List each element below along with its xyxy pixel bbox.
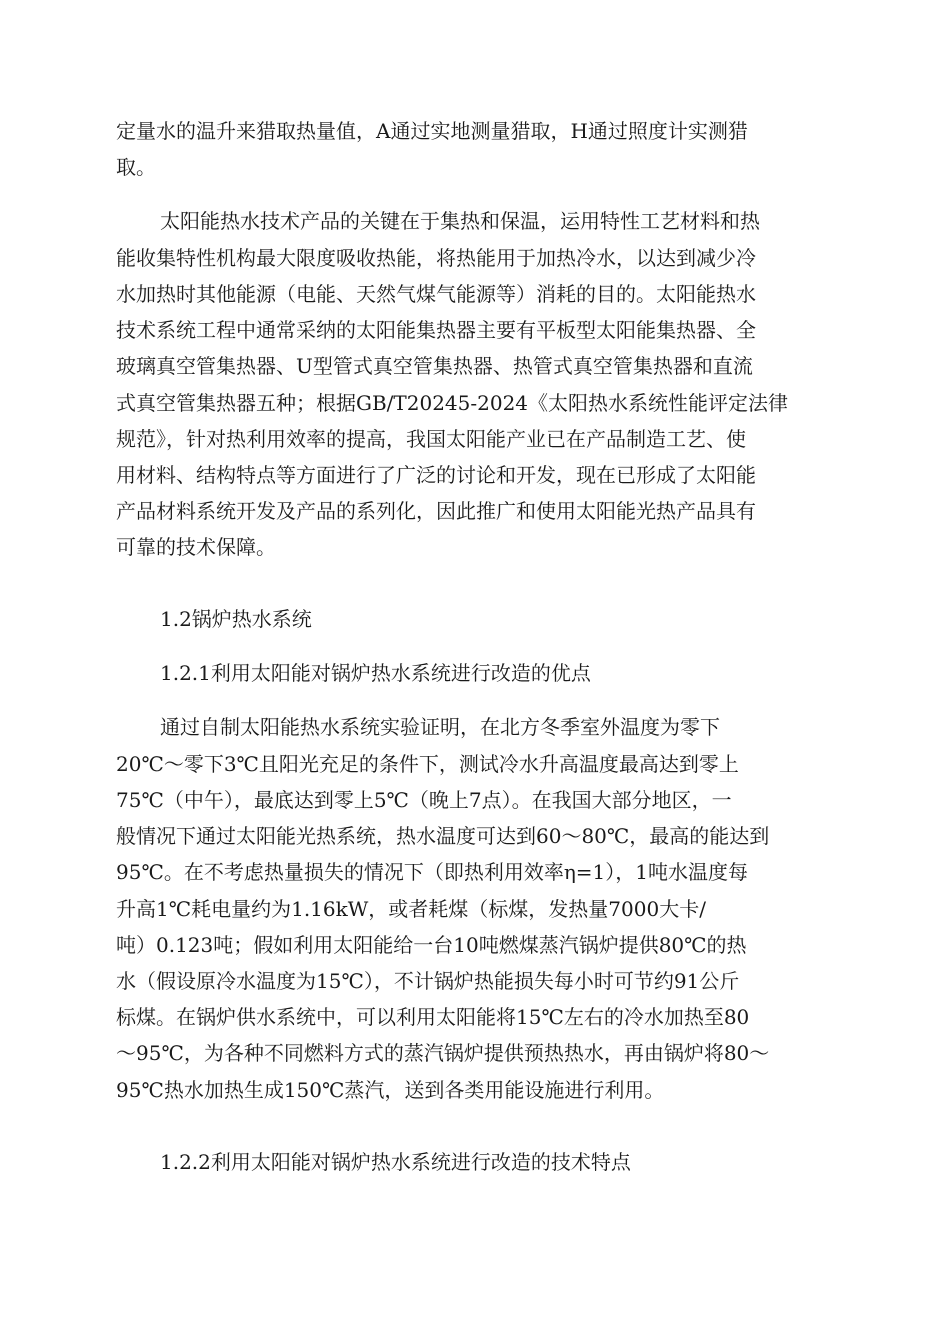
- text-line: 75℃（中午），最底达到零上5℃（晚上7点）。在我国大部分地区，一: [116, 788, 732, 812]
- text-line: 20℃～零下3℃且阳光充足的条件下，测试冷水升高温度最高达到零上: [116, 752, 739, 776]
- text-line: 吨）0.123吨；假如利用太阳能给一台10吨燃煤蒸汽锅炉提供80℃的热: [116, 933, 747, 957]
- text-line: 升高1℃耗电量约为1.16kW，或者耗煤（标煤，发热量7000大卡/: [116, 897, 706, 921]
- text-line: 玻璃真空管集热器、U型管式真空管集热器、热管式真空管集热器和直流: [116, 354, 753, 378]
- text-line: 可靠的技术保障。: [116, 535, 276, 559]
- text-line: 能收集特性机构最大限度吸收热能，将热能用于加热冷水，以达到减少冷: [116, 246, 756, 270]
- text-line: 太阳能热水技术产品的关键在于集热和保温，运用特性工艺材料和热: [160, 209, 760, 233]
- text-line: 标煤。在锅炉供水系统中，可以利用太阳能将15℃左右的冷水加热至80: [116, 1005, 750, 1029]
- text-line: 技术系统工程中通常采纳的太阳能集热器主要有平板型太阳能集热器、全: [116, 318, 756, 342]
- text-line: 水（假设原冷水温度为15℃），不计锅炉热能损失每小时可节约91公斤: [116, 969, 740, 993]
- text-line: 产品材料系统开发及产品的系列化，因此推广和使用太阳能光热产品具有: [116, 499, 756, 523]
- text-line: 般情况下通过太阳能光热系统，热水温度可达到60～80℃，最高的能达到: [116, 824, 770, 848]
- text-line: 95℃热水加热生成150℃蒸汽，送到各类用能设施进行利用。: [116, 1078, 665, 1102]
- text-line: 水加热时其他能源（电能、天然气煤气能源等）消耗的目的。太阳能热水: [116, 282, 756, 306]
- text-line: 95℃。在不考虑热量损失的情况下（即热利用效率η=1），1吨水温度每: [116, 860, 749, 884]
- text-line: 式真空管集热器五种；根据GB/T20245-2024《太阳热水系统性能评定法律: [116, 391, 789, 415]
- subsection-heading: 1.2.2利用太阳能对锅炉热水系统进行改造的技术特点: [160, 1150, 631, 1174]
- text-line: ～95℃，为各种不同燃料方式的蒸汽锅炉提供预热热水，再由锅炉将80～: [116, 1041, 770, 1065]
- text-line: 取。: [116, 155, 156, 179]
- subsection-heading: 1.2.1利用太阳能对锅炉热水系统进行改造的优点: [160, 661, 591, 685]
- text-line: 通过自制太阳能热水系统实验证明，在北方冬季室外温度为零下: [160, 715, 720, 739]
- section-heading: 1.2锅炉热水系统: [160, 607, 312, 631]
- text-line: 定量水的温升来猎取热量值，A通过实地测量猎取，H通过照度计实测猎: [116, 119, 748, 143]
- text-line: 用材料、结构特点等方面进行了广泛的讨论和开发，现在已形成了太阳能: [116, 463, 756, 487]
- text-line: 规范》，针对热利用效率的提高，我国太阳能产业已在产品制造工艺、使: [116, 427, 746, 451]
